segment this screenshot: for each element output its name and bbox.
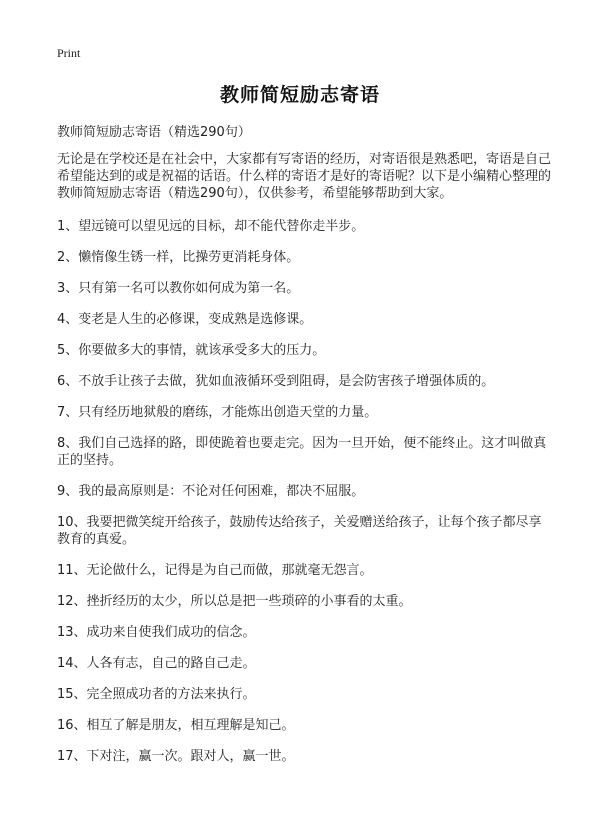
list-item: 7、只有经历地狱般的磨练，才能炼出创造天堂的力量。	[57, 405, 378, 420]
list-item: 15、完全照成功者的方法来执行。	[57, 687, 256, 702]
list-item: 8、我们自己选择的路，即使跪着也要走完。因为一旦开始，便不能终止。这才叫做真正的坚持。	[57, 436, 547, 468]
print-link[interactable]: Print	[57, 46, 81, 60]
list-item: 11、无论做什么，记得是为自己而做，那就毫无怨言。	[57, 563, 373, 578]
list-item: 1、望远镜可以望见远的目标，却不能代替你走半步。	[57, 219, 365, 234]
list-item: 6、不放手让孩子去做，犹如血液循环受到阻碍，是会防害孩子增强体质的。	[57, 374, 495, 389]
list-item: 5、你要做多大的事情，就该承受多大的压力。	[57, 343, 326, 358]
list-item: 2、懒惰像生锈一样，比操劳更消耗身体。	[57, 250, 300, 265]
page-subtitle: 教师简短励志寄语（精选290句）	[57, 125, 251, 140]
intro-paragraph: 无论是在学校还是在社会中，大家都有写寄语的经历，对寄语很是熟悉吧，寄语是自己希望能达到的或是祝福的话语。什么样的寄语才是好的寄语呢？以下是小编精心整理的教师简短励志寄语（精选290句），仅供参考，希望能够帮助到大家。	[57, 152, 552, 201]
list-item: 17、下对注，赢一次。跟对人，赢一世。	[57, 749, 295, 764]
article-body	[57, 151, 553, 779]
list-item: 9、我的最高原则是：不论对任何困难，都决不屈服。	[57, 484, 365, 499]
list-item: 4、变老是人生的必修课，变成熟是选修课。	[57, 312, 313, 327]
list-item: 16、相互了解是朋友，相互理解是知己。	[57, 718, 295, 733]
list-item: 13、成功来自使我们成功的信念。	[57, 625, 256, 640]
list-item: 10、我要把微笑绽开给孩子，鼓励传达给孩子，关爱赠送给孩子，让每个孩子都尽享教育的真爱。	[57, 515, 542, 547]
list-item: 14、人各有志，自己的路自己走。	[57, 656, 256, 671]
page-title: 教师简短励志寄语	[219, 84, 380, 106]
list-item: 12、挫折经历的太少，所以总是把一些琐碎的小事看的太重。	[57, 594, 412, 609]
list-item: 3、只有第一名可以教你如何成为第一名。	[57, 281, 300, 296]
